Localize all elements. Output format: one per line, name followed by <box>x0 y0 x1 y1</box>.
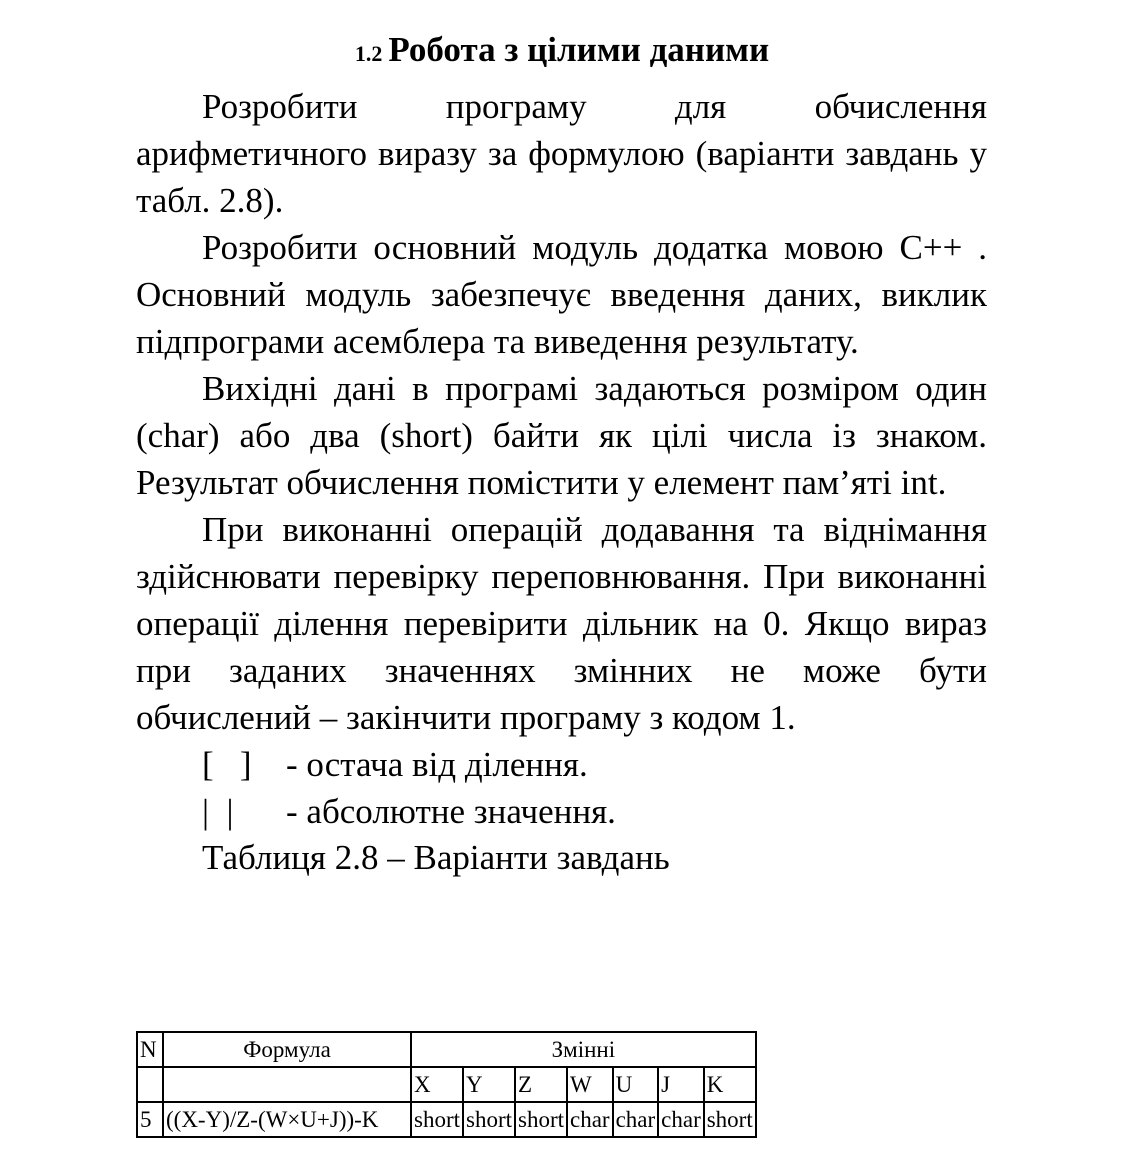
table-variable-names-row <box>137 1067 756 1102</box>
variable-name-j: J <box>658 1067 704 1102</box>
legend-item-absolute <box>136 788 987 835</box>
row-type-z: short <box>515 1102 567 1137</box>
row-type-u: char <box>613 1102 659 1137</box>
row-type-x: short <box>411 1102 463 1137</box>
row-type-j: char <box>658 1102 704 1137</box>
legend-symbol-brackets: [ ] <box>202 745 252 784</box>
table-cell-empty <box>137 1067 163 1102</box>
variable-name-w: W <box>567 1067 613 1102</box>
paragraph-overflow-check: При виконанні операцій додавання та віднімання здійснювати перевірку переповнювання. При виконанні операції ділення перевірити дільник на 0. Якщо вираз при заданих значеннях змінних не може бути обчислений – закінчити програму з кодом 1. <box>136 510 987 737</box>
legend-item-remainder <box>136 741 987 788</box>
variable-name-x: X <box>411 1067 463 1102</box>
paragraph-input-data: Вихідні дані в програмі задаються розміром один (char) або два (short) байти як цілі числа із знаком. Результат обчислення помістити у елемент пам’яті int. <box>136 369 987 502</box>
variable-name-y: Y <box>463 1067 515 1102</box>
legend-symbol-bars: | | <box>202 792 234 831</box>
variable-name-u: U <box>613 1067 659 1102</box>
legend-text-remainder: - остача від ділення. <box>286 745 588 784</box>
row-type-k: short <box>704 1102 756 1137</box>
table-caption: Таблиця 2.8 – Варіанти завдань <box>202 838 670 877</box>
row-type-w: char <box>567 1102 613 1137</box>
section-heading <box>0 28 1124 79</box>
variable-name-k: K <box>704 1067 756 1102</box>
section-number: 1.2 <box>354 41 383 66</box>
variants-table <box>136 1031 757 1138</box>
header-variables: Змінні <box>411 1032 756 1067</box>
header-formula: Формула <box>163 1032 411 1067</box>
legend-text-absolute: - абсолютне значення. <box>286 792 616 831</box>
row-formula: ((X-Y)/Z-(W×U+J))-K <box>163 1102 411 1137</box>
paragraph-task: Розробити програму для обчислення арифметичного виразу за формулою (варіанти завдань у табл. 2.8). <box>136 87 987 220</box>
row-type-y: short <box>463 1102 515 1137</box>
table-header-row <box>137 1032 756 1067</box>
table-row <box>137 1102 756 1137</box>
section-title: Робота з цілими даними <box>388 30 770 69</box>
table-cell-empty <box>163 1067 411 1102</box>
header-n: N <box>137 1032 163 1067</box>
variable-name-z: Z <box>515 1067 567 1102</box>
row-n: 5 <box>137 1102 163 1137</box>
body-text <box>136 83 987 881</box>
paragraph-module: Розробити основний модуль додатка мовою C++ . Основний модуль забезпечує введення даних, виклик підпрограми асемблера та виведення результату. <box>136 228 987 361</box>
